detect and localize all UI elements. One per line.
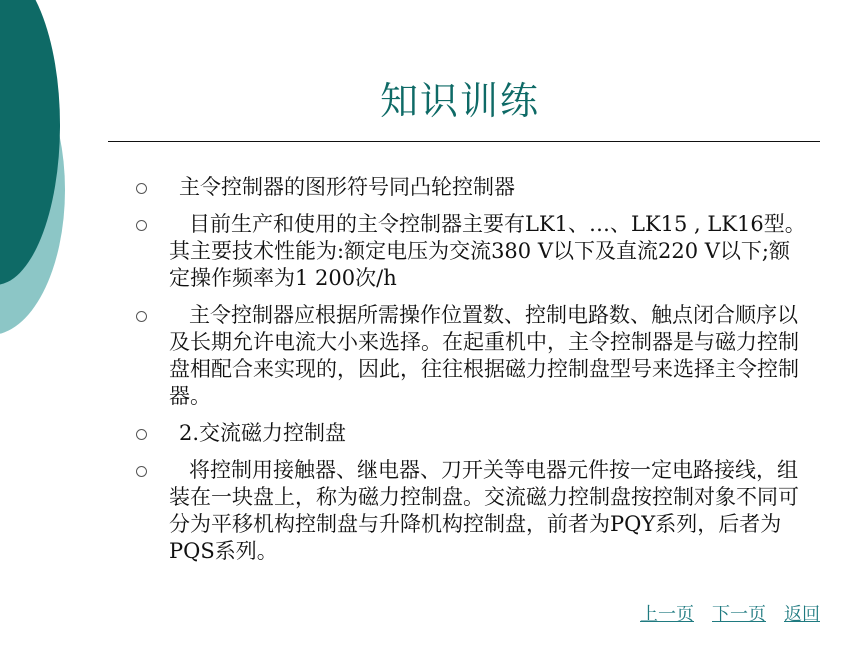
bullet-text: 将控制用接触器、继电器、刀开关等电器元件按一定电路接线，组装在一块盘上，称为磁力控制盘。交流磁力控制盘按控制对象不同可分为平移机构控制盘与升降机构控制盘，前者为PQY系列，后者为PQS系列。 — [169, 458, 799, 563]
bullet-circle-icon — [136, 466, 147, 477]
bullet-circle-icon — [136, 429, 147, 440]
prev-page-link[interactable]: 上一页 — [640, 604, 694, 625]
bullet-text: 主令控制器应根据所需操作位置数、控制电路数、触点闭合顺序以及长期允许电流大小来选择。在起重机中，主令控制器是与磁力控制盘相配合来实现的，因此，往往根据磁力控制盘型号来选择主令控制器。 — [169, 303, 799, 408]
title-divider — [108, 141, 820, 142]
slide-navigation — [640, 600, 820, 626]
bullet-circle-icon — [136, 311, 147, 322]
bullet-text: 2.交流磁力控制盘 — [179, 421, 347, 445]
bullet-item — [130, 174, 810, 201]
bullet-list — [130, 174, 810, 575]
bullet-item — [130, 302, 810, 410]
bullet-text: 主令控制器的图形符号同凸轮控制器 — [179, 175, 515, 199]
next-page-link[interactable]: 下一页 — [712, 604, 766, 625]
bullet-item — [130, 211, 810, 292]
bullet-item — [130, 457, 810, 565]
bullet-circle-icon — [136, 220, 147, 231]
bullet-circle-icon — [136, 183, 147, 194]
bullet-item — [130, 420, 810, 447]
slide-title: 知识训练 — [379, 79, 540, 123]
bullet-text: 目前生产和使用的主令控制器主要有LK1、…、LK15 , LK16型。其主要技术性能为:额定电压为交流380 V以下及直流220 V以下;额定操作频率为1 200次/h — [169, 212, 806, 290]
back-link[interactable]: 返回 — [784, 604, 820, 625]
